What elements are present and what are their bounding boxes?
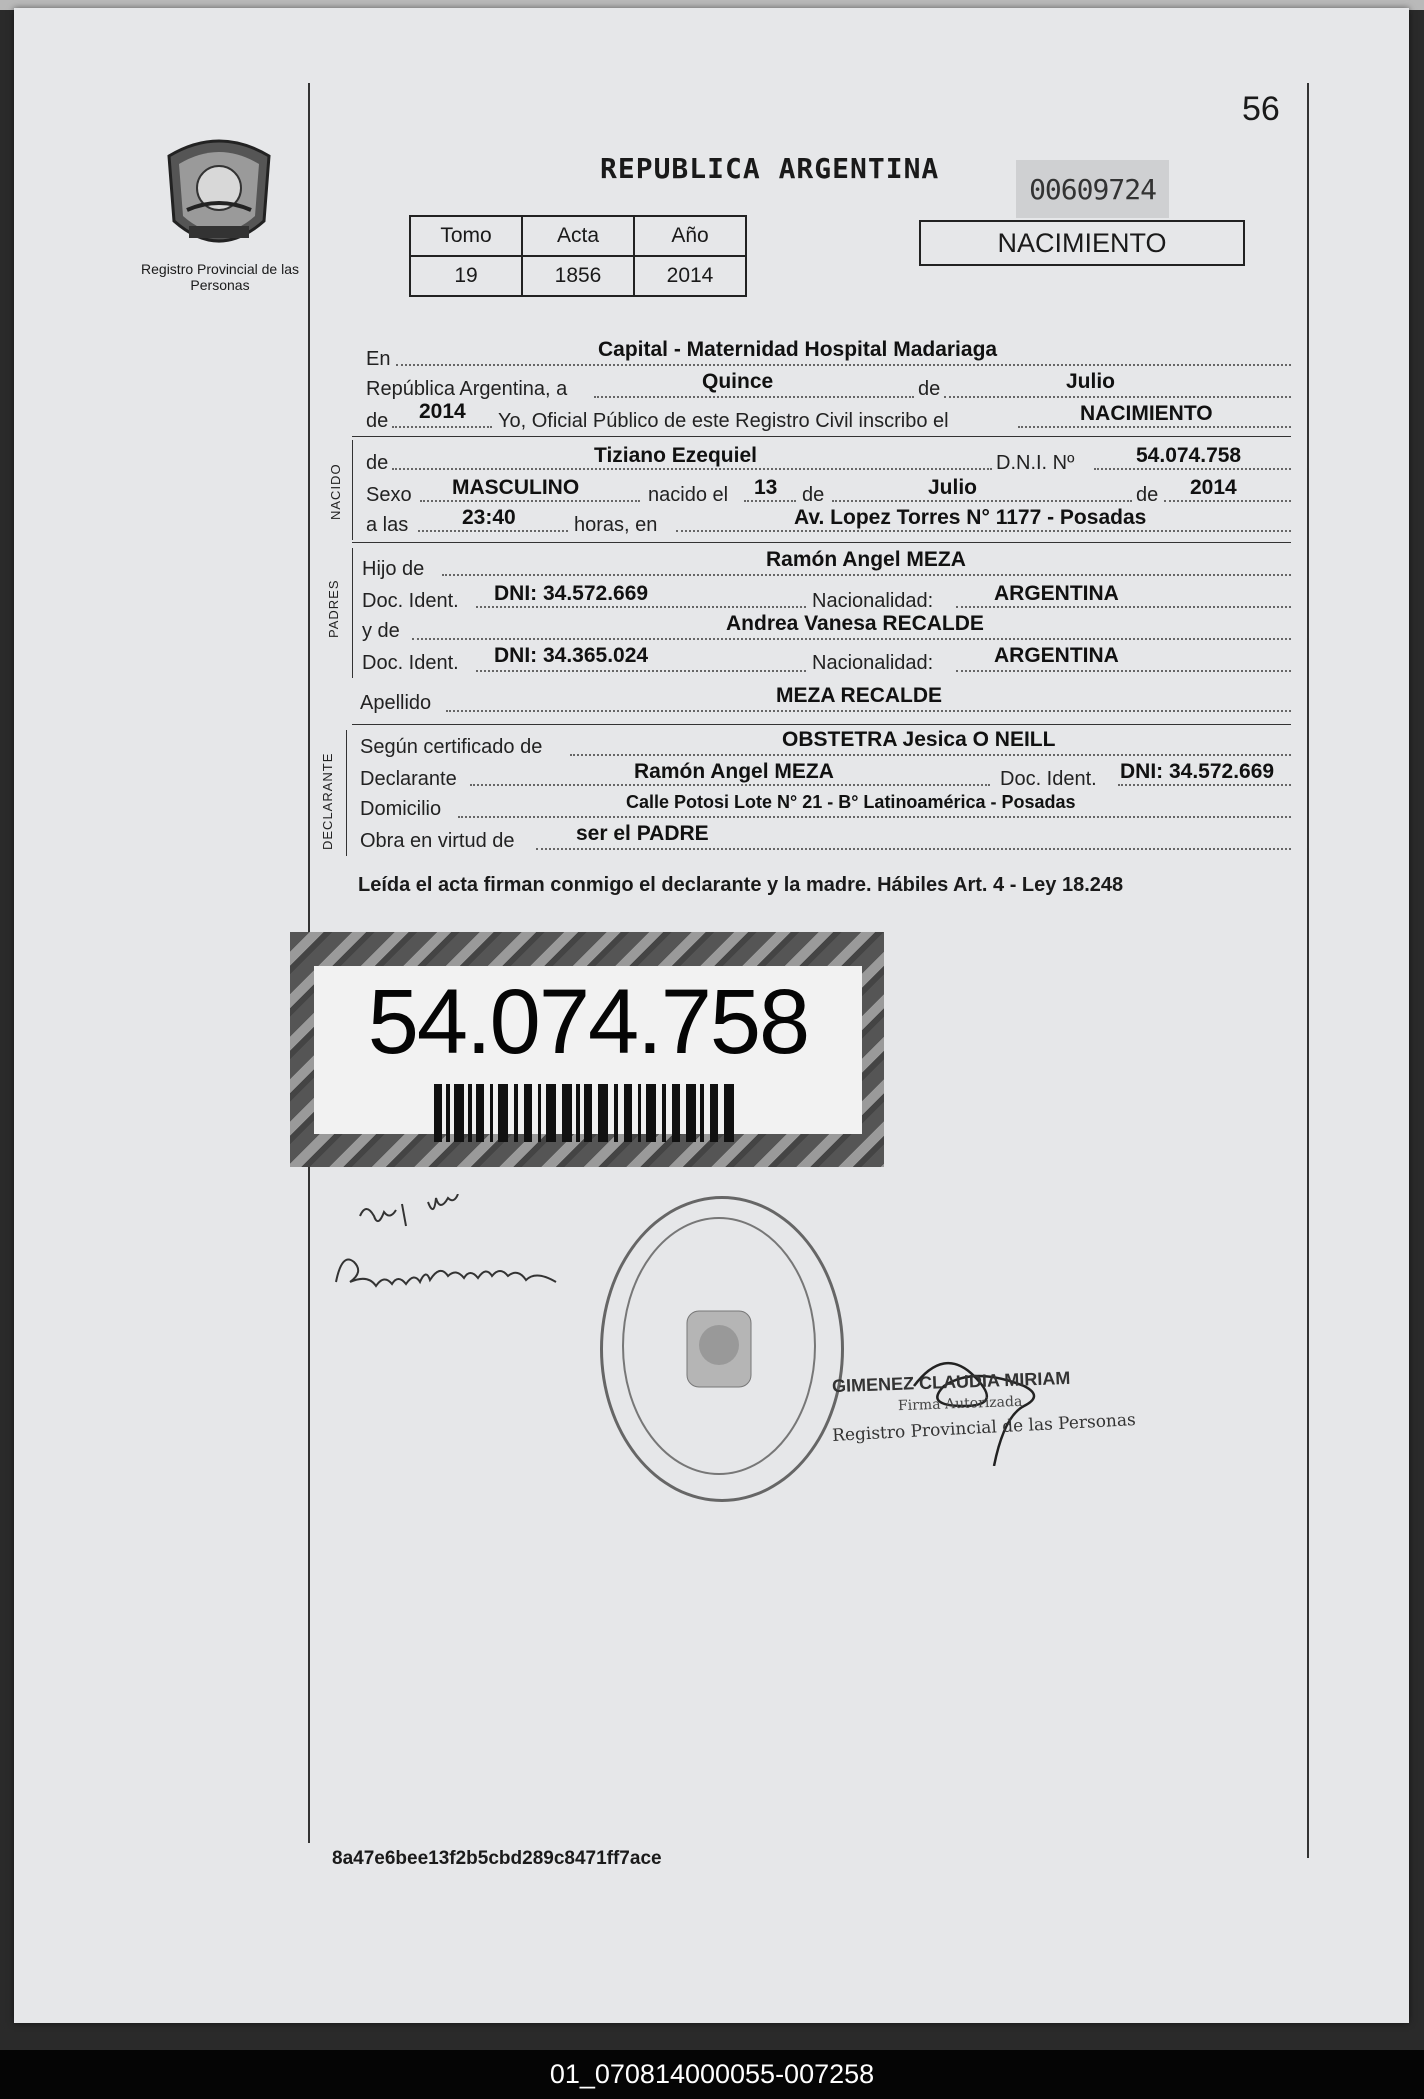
father-doc: DNI: 34.572.669 <box>494 582 649 605</box>
table-value-tomo: 19 <box>410 256 522 296</box>
child-name: Tiziano Ezequiel <box>594 444 757 467</box>
barcode-number: 54.074.758 <box>367 971 809 1073</box>
dotline <box>832 500 1132 502</box>
official-name: GIMENEZ CLAUDIA MIRIAM <box>831 1367 1071 1397</box>
official-seal <box>600 1196 844 1502</box>
event-value: NACIMIENTO <box>1080 402 1213 425</box>
dotline <box>956 670 1291 672</box>
dotline <box>392 468 992 470</box>
table-header-tomo: Tomo <box>410 216 522 256</box>
certificado-label: Según certificado de <box>360 736 543 758</box>
id-barcode-label <box>290 932 884 1167</box>
mother-nat-label: Nacionalidad: <box>812 652 934 674</box>
domicilio-label: Domicilio <box>360 798 442 820</box>
a-las-label: a las <box>366 514 409 536</box>
document-title: REPUBLICA ARGENTINA <box>600 152 940 185</box>
dotline <box>676 530 1291 532</box>
page-number: 56 <box>1242 90 1280 128</box>
father-nat-label: Nacionalidad: <box>812 590 934 612</box>
birth-address: Av. Lopez Torres N° 1177 - Posadas <box>794 506 1147 529</box>
dotline <box>392 426 492 428</box>
dotline <box>1118 784 1291 786</box>
declarante-doc-label: Doc. Ident. <box>1000 768 1097 790</box>
dotline <box>418 530 568 532</box>
apellido-label: Apellido <box>360 692 432 714</box>
birth-time: 23:40 <box>462 506 516 529</box>
table-value-acta: 1856 <box>522 256 634 296</box>
day-value: Quince <box>702 370 774 393</box>
nacido-de-label: de <box>366 452 389 474</box>
de-label: de <box>1136 484 1159 506</box>
section-divider <box>352 440 353 540</box>
official-registry: Registro Provincial de las Personas <box>831 1410 1137 1446</box>
certificado-value: OBSTETRA Jesica O NEILL <box>782 728 1056 751</box>
domicilio-value: Calle Potosi Lote N° 21 - B° Latinoamérica - Posadas <box>626 792 1076 812</box>
section-divider <box>346 730 347 856</box>
father-name: Ramón Angel MEZA <box>766 548 966 571</box>
horas-label: horas, en <box>574 514 658 536</box>
seal-icon <box>603 1199 835 1493</box>
section-label-padres: PADRES <box>326 579 341 638</box>
dotline <box>536 848 1291 850</box>
y-de-label: y de <box>362 620 400 642</box>
sexo-label: Sexo <box>366 484 412 506</box>
section-label-nacido: NACIDO <box>328 463 343 520</box>
dotline <box>446 710 1291 712</box>
father-doc-label: Doc. Ident. <box>362 590 459 612</box>
de-label: de <box>802 484 825 506</box>
dotline <box>944 396 1291 398</box>
dotline <box>476 670 806 672</box>
mother-name: Andrea Vanesa RECALDE <box>726 612 984 635</box>
obra-value: ser el PADRE <box>576 822 709 845</box>
dotline <box>442 574 1291 576</box>
dotline <box>1018 426 1291 428</box>
footer-id: 01_070814000055-007258 <box>549 2059 875 2089</box>
dotline <box>458 816 1291 818</box>
section-rule <box>352 542 1291 543</box>
apellido-value: MEZA RECALDE <box>776 684 943 707</box>
section-label-declarante: DECLARANTE <box>320 752 335 850</box>
dotline <box>1164 500 1291 502</box>
closing-text: Leída el acta firman conmigo el declarante y la madre. Hábiles Art. 4 - Ley 18.248 <box>358 874 1124 896</box>
table-value-row <box>410 256 746 296</box>
mother-nationality: ARGENTINA <box>994 644 1119 667</box>
province-crest-logo <box>149 126 289 266</box>
record-type-box: NACIMIENTO <box>919 220 1245 266</box>
mother-doc: DNI: 34.365.024 <box>494 644 649 667</box>
yo-label: Yo, Oficial Público de este Registro Civil inscribo el <box>498 410 949 432</box>
birth-month: Julio <box>928 476 978 499</box>
sexo-value: MASCULINO <box>452 476 580 499</box>
right-margin-line <box>1307 83 1309 1858</box>
section-rule <box>352 724 1291 725</box>
birth-day: 13 <box>754 476 778 499</box>
dotline <box>396 364 1291 366</box>
birth-year: 2014 <box>1190 476 1237 499</box>
child-dni: 54.074.758 <box>1136 444 1242 467</box>
dotline <box>412 638 1291 640</box>
dotline <box>594 396 914 398</box>
dotline <box>956 606 1291 608</box>
declarante-name: Ramón Angel MEZA <box>634 760 834 783</box>
republica-label: República Argentina, a <box>366 378 568 400</box>
dotline <box>476 606 806 608</box>
table-value-anio: 2014 <box>634 256 746 296</box>
de-label: de <box>366 410 389 432</box>
table-header-row <box>410 216 746 256</box>
section-rule <box>352 436 1291 437</box>
document-hash: 8a47e6bee13f2b5cbd289c8471ff7ace <box>332 1848 662 1869</box>
scan-footer-bar <box>0 2050 1424 2099</box>
serial-number: 00609724 <box>1016 160 1169 218</box>
crest-icon <box>149 126 289 266</box>
dotline <box>1094 468 1291 470</box>
official-role: Firma Autorizada <box>897 1393 1023 1415</box>
dotline <box>420 500 640 502</box>
de-label: de <box>918 378 941 400</box>
year-value: 2014 <box>419 400 466 423</box>
nacido-el-label: nacido el <box>648 484 729 506</box>
hijo-label: Hijo de <box>362 558 425 580</box>
table-header-anio: Año <box>634 216 746 256</box>
en-label: En <box>366 348 391 370</box>
document-page <box>14 8 1409 2023</box>
father-nationality: ARGENTINA <box>994 582 1119 605</box>
dotline <box>570 754 1291 756</box>
declarante-doc: DNI: 34.572.669 <box>1120 760 1275 783</box>
dotline <box>744 500 796 502</box>
declarante-label: Declarante <box>360 768 457 790</box>
dotline <box>470 784 990 786</box>
barcode-icon <box>434 1084 744 1142</box>
obra-label: Obra en virtud de <box>360 830 515 852</box>
place-value: Capital - Maternidad Hospital Madariaga <box>598 338 998 361</box>
handwritten-signature <box>332 1194 602 1298</box>
section-divider <box>352 548 353 678</box>
registry-label: Registro Provincial de las Personas <box>141 261 299 293</box>
table-header-acta: Acta <box>522 216 634 256</box>
barcode-panel <box>314 966 862 1134</box>
record-table <box>409 215 747 297</box>
mother-doc-label: Doc. Ident. <box>362 652 459 674</box>
month-value: Julio <box>1066 370 1116 393</box>
dni-label: D.N.I. Nº <box>996 452 1075 474</box>
